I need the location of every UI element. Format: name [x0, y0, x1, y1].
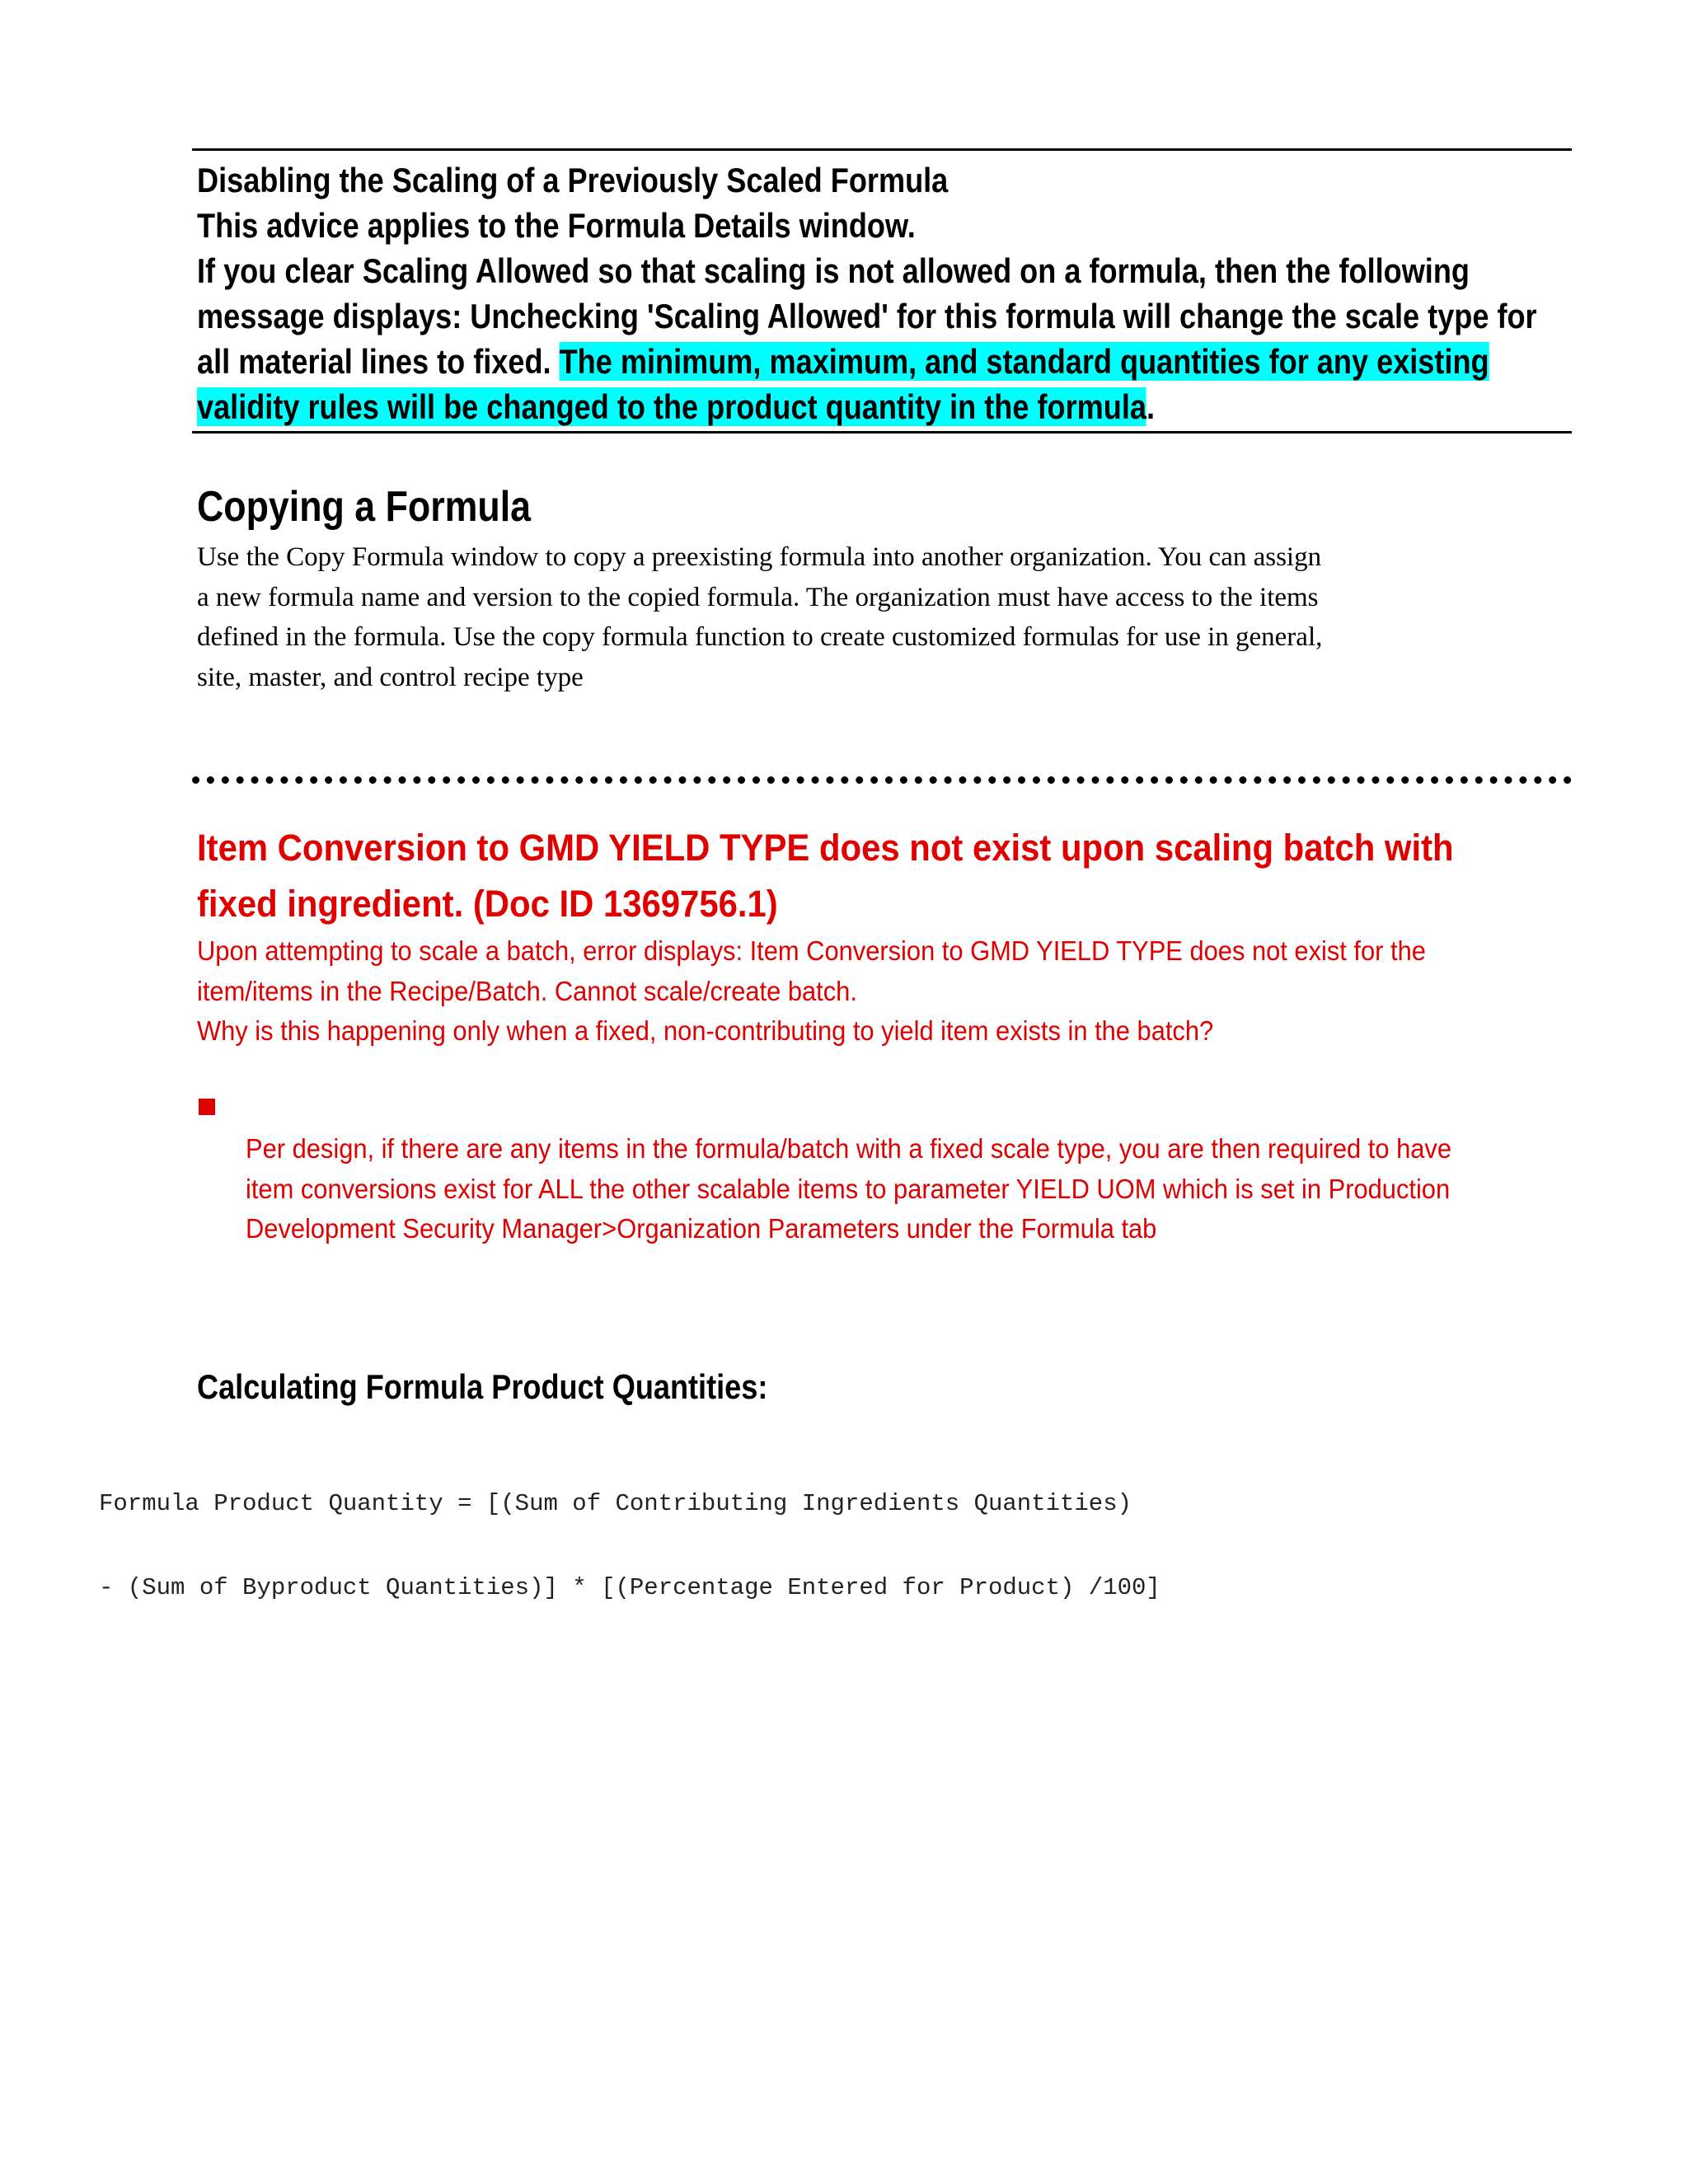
scaling-note-advice: This advice applies to the Formula Details window. — [197, 206, 916, 245]
formula-code-block — [99, 1434, 1160, 1630]
formula-line-1: Formula Product Quantity = [(Sum of Contributing Ingredients Quantities) — [99, 1490, 1132, 1517]
copy-formula-heading: Copying a Formula — [197, 483, 531, 531]
item-conversion-answer: Per design, if there are any items in the formula/batch with a fixed scale type, you are then required to have item conversions exist for ALL the other scalable items to parameter YIELD UOM which is set in Production Development Security Manager>Organization Parameters under the Formula tab — [246, 1133, 1451, 1244]
item-conversion-error-text: Upon attempting to scale a batch, error displays: Item Conversion to GMD YIELD TYPE does not exist for the item/items in the Recipe/Batch. Cannot scale/create batch. — [197, 935, 1426, 1006]
calc-heading: Calculating Formula Product Quantities: — [197, 1367, 768, 1406]
red-square-bullet-icon — [199, 1099, 215, 1115]
formula-line-2: - (Sum of Byproduct Quantities)] * [(Percentage Entered for Product) /100] — [99, 1574, 1160, 1601]
item-conversion-heading: Item Conversion to GMD YIELD TYPE does not exist upon scaling batch with fixed ingredient. (Doc ID 1369756.1) — [197, 827, 1454, 925]
scaling-note-box — [192, 148, 1572, 434]
dotted-divider — [192, 776, 1572, 784]
item-conversion-question: Why is this happening only when a fixed, non-contributing to yield item exists in the batch? — [197, 1015, 1214, 1046]
scaling-note-message-text: If you clear Scaling Allowed so that scaling is not allowed on a formula, then the following message displays: Unchecking 'Scaling Allowed' for this formula will change the scale type for all material lines to fixed. — [197, 251, 1537, 381]
copy-formula-body: Use the Copy Formula window to copy a preexisting formula into another organization. You can assign a new formula name and version to the copied formula. The organization must have access to the items defined in the formula. Use the copy formula function to create customized formulas for use in general, site, master, and control recipe type — [197, 542, 1323, 692]
scaling-note-title: Disabling the Scaling of a Previously Scaled Formula — [197, 161, 949, 199]
scaling-note-message — [197, 248, 1567, 429]
scaling-note-period: . — [1146, 387, 1155, 426]
item-conversion-description — [197, 931, 1492, 1052]
scaling-note-highlighted-text: The minimum, maximum, and standard quantities for any existing validity rules will be changed to the product quantity in the formula — [197, 342, 1489, 426]
